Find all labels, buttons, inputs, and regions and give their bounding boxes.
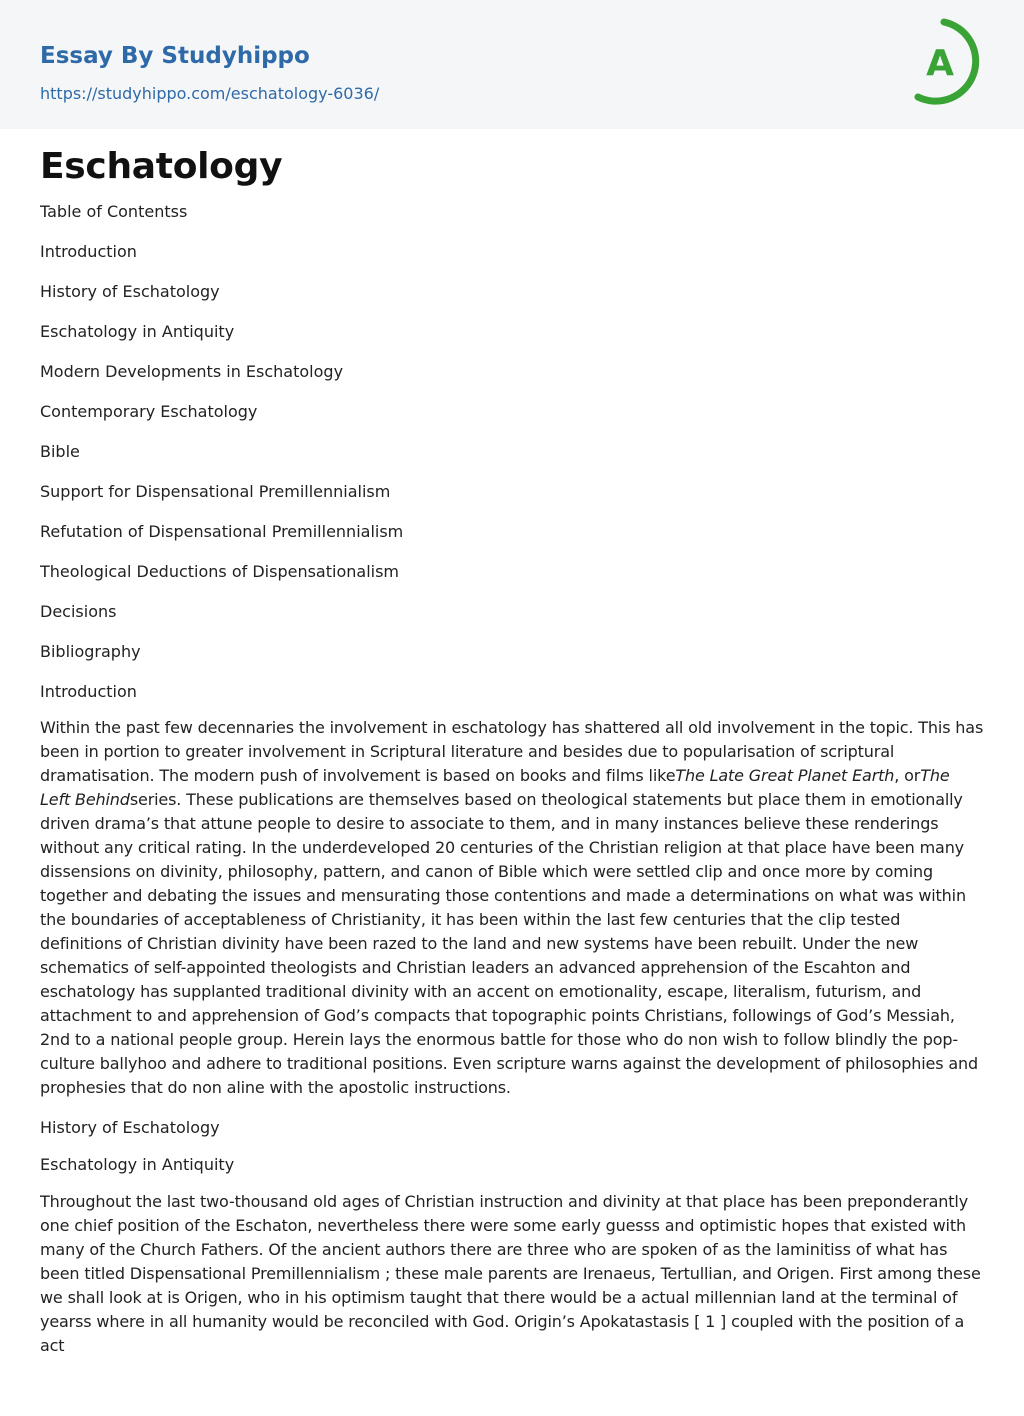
page-title: Eschatology	[40, 146, 283, 187]
toc-item-theological-deductions[interactable]: Theological Deductions of Dispensationalism	[40, 562, 399, 581]
introduction-paragraph	[40, 716, 984, 1100]
site-header	[0, 0, 1024, 129]
toc-item-decisions[interactable]: Decisions	[40, 602, 117, 621]
section-heading-history: History of Eschatology	[40, 1118, 220, 1137]
toc-item-refutation[interactable]: Refutation of Dispensational Premillennialism	[40, 522, 404, 541]
toc-item-history[interactable]: History of Eschatology	[40, 282, 220, 301]
intro-text-part3: series. These publications are themselves based on theological statements but place them in emotionally driven drama’s that attune people to desire to associate to them, and in many instances believe these renderings without any critical rating. In the underdeveloped 20 centuries of the Christian religion at that place have been many dissensions on divinity, philosophy, pattern, and canon of Bible which were settled clip and once more by coming together and debating the issues and mensurating those contentions and made a determinations on what was within the boundaries of acceptableness of Christianity, it has been within the last few centuries that the clip tested definitions of Christian divinity have been razed to the land and new systems have been rebuilt. Under the new schematics of self-appointed theologists and Christian leaders an advanced apprehension of the Escahton and eschatology has supplanted traditional divinity with an accent on emotionality, escape, literalism, futurism, and attachment to and apprehension of God’s compacts that topographic points Christians, followings of God’s Messiah, 2nd to a national people group. Herein lays the enormous battle for those who do non wish to follow blindly the pop-culture ballyhoo and adhere to traditional positions. Even scripture warns against the development of philosophies and prophesies that do non aline with the apostolic instructions.	[40, 790, 978, 1097]
book-title-late-great-planet-earth: The Late Great Planet Earth	[675, 766, 895, 785]
intro-text-part2: , or	[894, 766, 921, 785]
toc-item-introduction[interactable]: Introduction	[40, 242, 137, 261]
essay-url-link[interactable]: https://studyhippo.com/eschatology-6036/	[40, 84, 380, 103]
article-body	[40, 140, 984, 1358]
intro-text-part1: Within the past few decennaries the involvement in eschatology has shattered all old involvement in the topic. This has been in portion to greater involvement in Scriptural literature and besides due to popularisation of scriptural dramatisation. The modern push of involvement is based on books and films like	[40, 718, 984, 785]
section-heading-antiquity: Eschatology in Antiquity	[40, 1155, 235, 1174]
book-title-left-behind: The Left Behind	[40, 766, 950, 809]
toc-item-contemporary[interactable]: Contemporary Eschatology	[40, 402, 258, 421]
toc-item-modern-developments[interactable]: Modern Developments in Eschatology	[40, 362, 344, 381]
section-heading-introduction: Introduction	[40, 682, 137, 701]
site-brand[interactable]: Essay By Studyhippo	[40, 43, 310, 69]
studyhippo-logo-icon[interactable]	[906, 18, 990, 108]
antiquity-paragraph: Throughout the last two-thousand old ages of Christian instruction and divinity at that place has been preponderantly one chief position of the Eschaton, nevertheless there were some early guesss and optimistic hopes that existed with many of the Church Fathers. Of the ancient authors there are three who are spoken of as the laminitiss of what has been titled Dispensational Premillennialism ; these male parents are Irenaeus, Tertullian, and Origen. First among these we shall look at is Origen, who in his optimism taught that there would be a actual millennian land at the terminal of yearss where in all humanity would be reconciled with God. Origin’s Apokatastasis [ 1 ] coupled with the position of a act	[40, 1192, 981, 1355]
toc-item-bibliography[interactable]: Bibliography	[40, 642, 141, 661]
toc-item-bible[interactable]: Bible	[40, 442, 80, 461]
table-of-contents	[40, 240, 984, 664]
toc-item-support[interactable]: Support for Dispensational Premillennialism	[40, 482, 391, 501]
toc-label: Table of Contentss	[40, 202, 188, 221]
toc-item-antiquity[interactable]: Eschatology in Antiquity	[40, 322, 235, 341]
logo-letter: A	[926, 43, 954, 84]
